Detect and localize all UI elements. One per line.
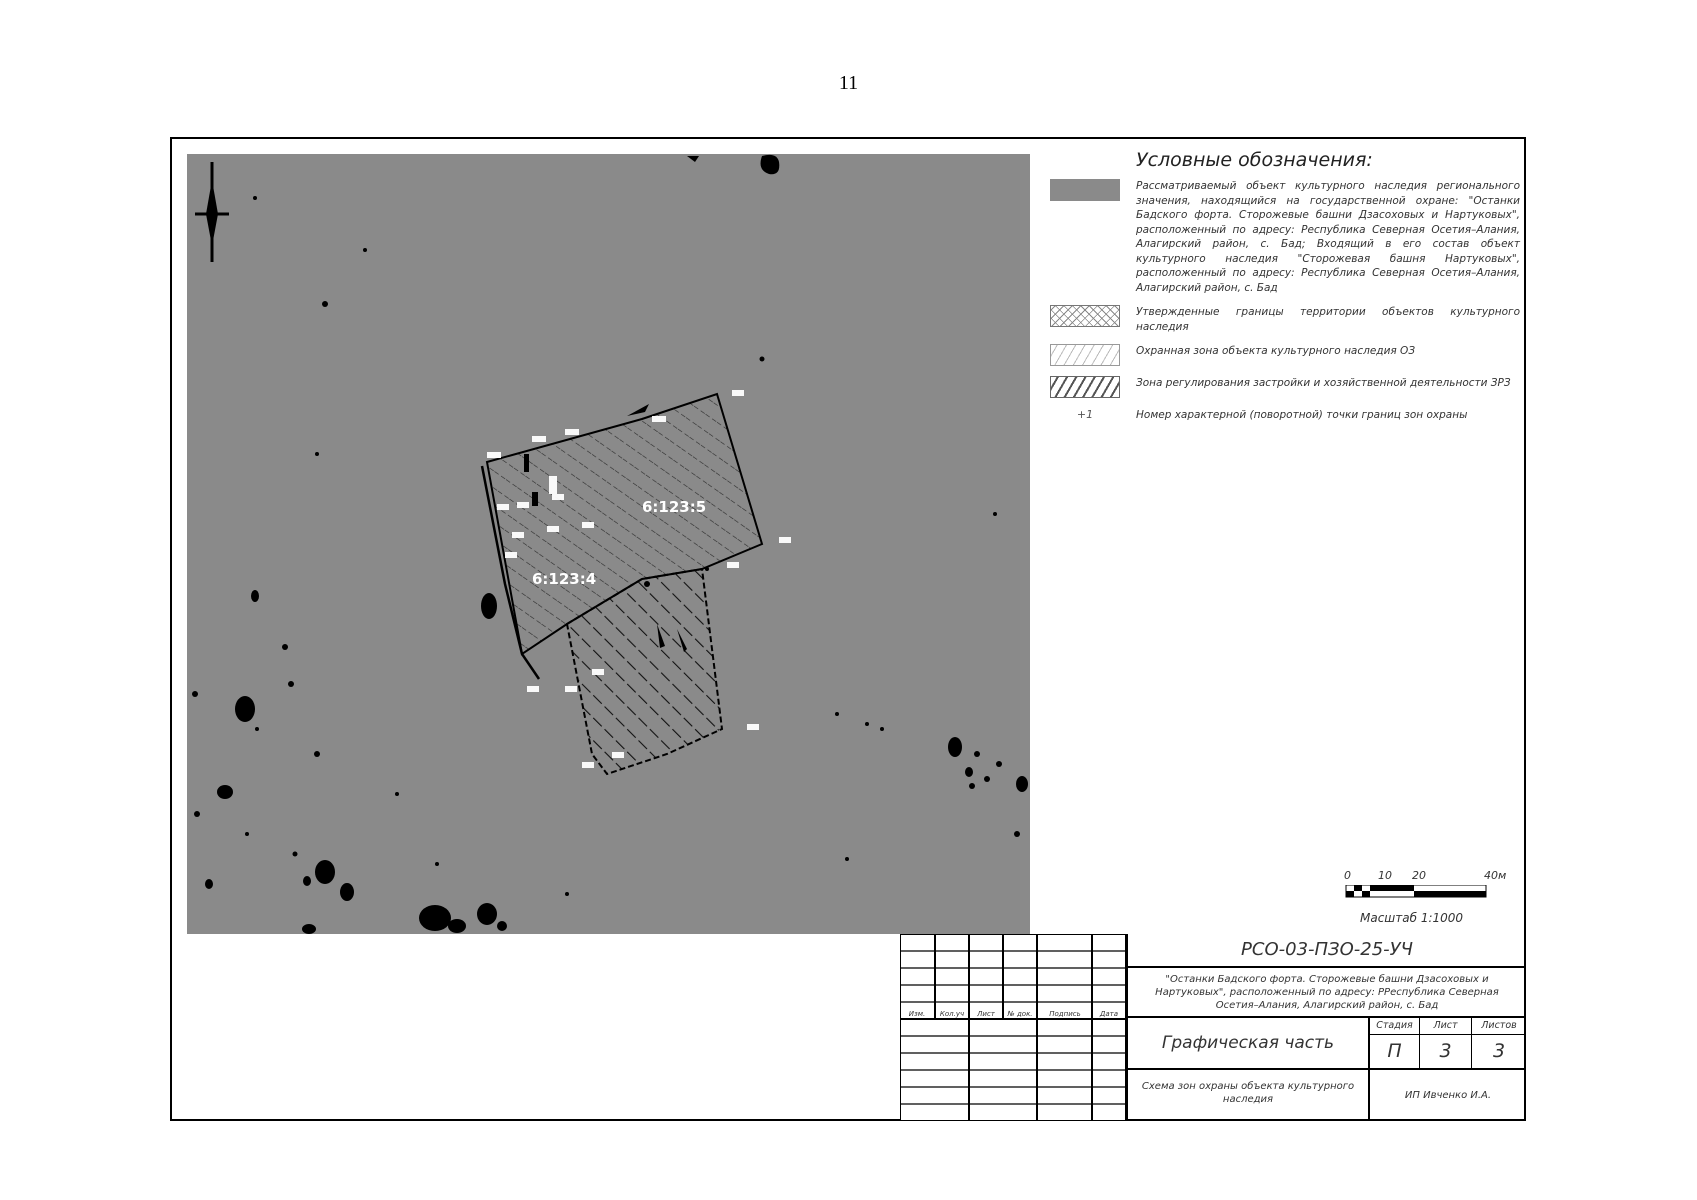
sheet-label: Лист	[1420, 1018, 1472, 1035]
legend-item-regulation-zone	[1050, 376, 1520, 398]
legend-text: Утвержденные границы территории объектов культурного наследия	[1136, 306, 1520, 333]
stage-value: П	[1370, 1035, 1420, 1068]
stamp-header-change: Изм.	[908, 1010, 926, 1018]
revision-grid	[900, 934, 1126, 1121]
legend-item-territory-boundary	[1050, 305, 1520, 334]
legend-swatch-thin-hatch	[1050, 344, 1120, 366]
scale-tick: 20	[1412, 869, 1426, 882]
legend-text: Охранная зона объекта культурного наследия ОЗ	[1136, 345, 1416, 357]
boundary-point-marker-icon: +1	[1076, 408, 1094, 421]
legend-text: Номер характерной (поворотной) точки границ зон охраны	[1136, 409, 1468, 421]
scale-bar	[1344, 869, 1514, 925]
part-title: Графическая часть	[1128, 1018, 1370, 1070]
legend-text: Зона регулирования застройки и хозяйственной деятельности ЗРЗ	[1136, 377, 1511, 389]
document-code: РСО-03-ПЗО-25-УЧ	[1128, 934, 1526, 968]
stamp-header-doc: № док.	[1007, 1010, 1033, 1018]
sheets-value: 3	[1492, 1040, 1506, 1062]
legend-title: Условные обозначения:	[1136, 149, 1373, 171]
drawing-sheet	[170, 137, 1526, 1121]
page-number: 11	[838, 72, 859, 94]
stamp-header-count: Кол.уч	[939, 1010, 965, 1018]
parcel-label: 6:123:4	[532, 570, 597, 588]
map-canvas	[187, 154, 1030, 934]
scale-bar-graphic	[1344, 885, 1504, 903]
parcel-label: 6:123:5	[642, 498, 707, 516]
scheme-title: Схема зон охраны объекта культурного наследия	[1128, 1070, 1370, 1121]
scale-ticks	[1344, 869, 1514, 885]
title-block-main	[1126, 934, 1526, 1121]
legend-text: Рассматриваемый объект культурного наследия регионального значения, находящийся на государственной охране: "Останки Бадского форта. Сторожевые башни Дзасоховых и Нартуковых", расположенный по адресу: Республика Северная Осетия–Алания, Алагирский район, с. Бад; Входящий в его состав объект культурного наследия "Сторожевая башня Нартуковых", расположенный по адресу: Республика Северная Осетия–Алания, Алагирский район, с. Бад	[1136, 180, 1520, 294]
stage-label: Стадия	[1370, 1018, 1420, 1035]
stamp-header-sheet: Лист	[977, 1010, 995, 1018]
legend-item-boundary-point	[1050, 408, 1520, 423]
sheets-label: Листов	[1472, 1018, 1526, 1035]
map-panel[interactable]	[187, 154, 1030, 934]
legend-swatch-thick-hatch	[1050, 376, 1120, 398]
scale-caption: Масштаб 1:1000	[1360, 911, 1464, 925]
stamp-header-date: Дата	[1099, 1010, 1119, 1018]
scale-tick: 10	[1378, 869, 1392, 882]
title-block	[900, 934, 1526, 1121]
legend-item-protection-zone	[1050, 344, 1520, 366]
legend-swatch-crosshatch	[1050, 305, 1120, 327]
sheet-value: 3	[1420, 1035, 1472, 1068]
map-legend	[1050, 149, 1520, 433]
scale-tick: 0	[1344, 869, 1351, 882]
legend-swatch-solid	[1050, 179, 1120, 201]
sheet-info	[1370, 1018, 1526, 1070]
legend-item-heritage-object	[1050, 179, 1520, 295]
scale-tick: 40м	[1484, 869, 1507, 882]
object-title: "Останки Бадского форта. Сторожевые башни Дзасоховых и Нартуковых", расположенный по адресу: РРеспублика Северная Осетия–Алания, Алагирский район, с. Бад	[1128, 968, 1526, 1018]
stamp-header-signature: Подпись	[1049, 1010, 1081, 1018]
organization: ИП Ивченко И.А.	[1404, 1090, 1492, 1101]
